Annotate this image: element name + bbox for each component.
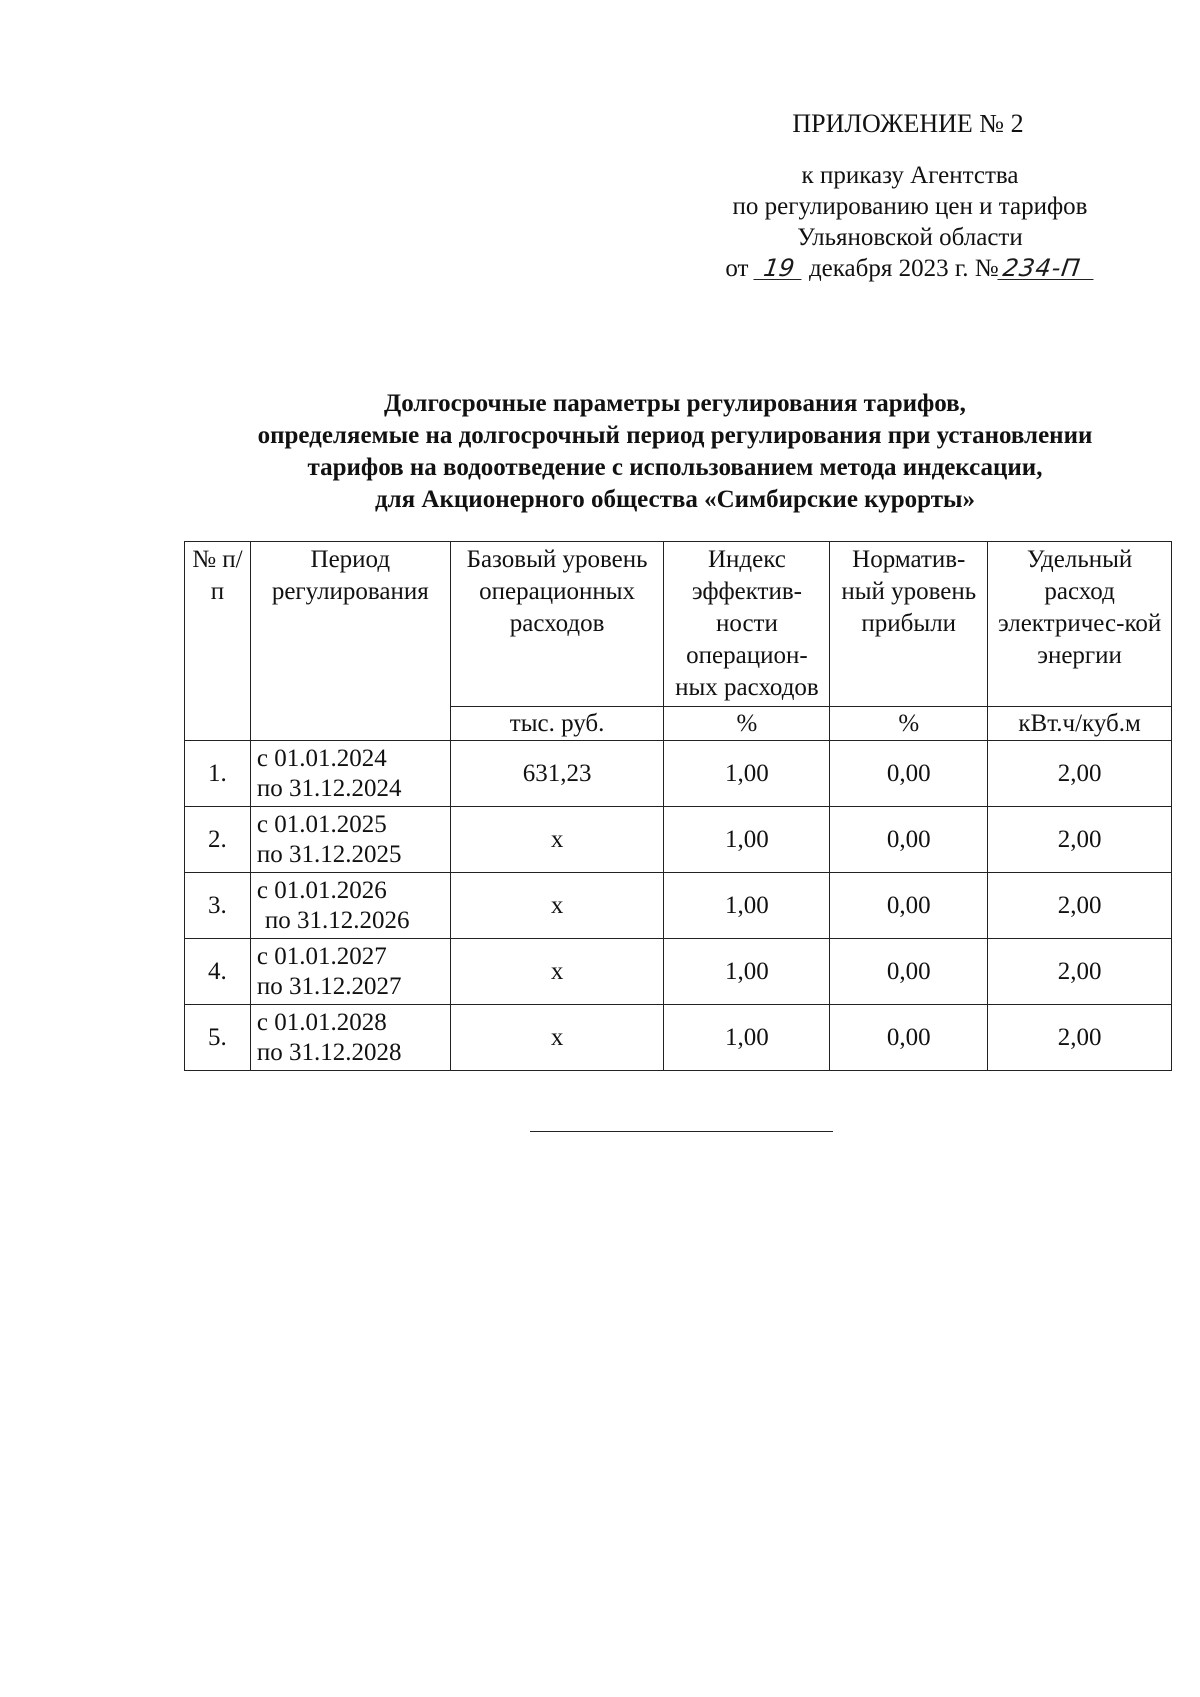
period-from: с 01.01.2026	[256, 876, 387, 904]
period-from: с 01.01.2025	[256, 810, 387, 838]
row-profit-norm: 0,00	[830, 741, 988, 807]
order-day-handwritten: 19	[753, 257, 804, 280]
appendix-line-3: Ульяновской области	[797, 224, 1023, 251]
period-from: с 01.01.2027	[256, 942, 387, 970]
header-profit-norm: Норматив-ный уровень прибыли	[830, 542, 988, 707]
period-from: с 01.01.2024	[256, 744, 387, 772]
row-profit-norm: 0,00	[830, 807, 988, 873]
header-energy-consumption: Удельный расход электричес-кой энергии	[988, 542, 1172, 707]
period-to: по 31.12.2027	[256, 972, 402, 1000]
row-number: 5.	[185, 1005, 251, 1071]
header-number: № п/п	[185, 542, 251, 741]
row-period	[250, 873, 450, 939]
parameters-table	[184, 541, 1172, 1071]
row-efficiency-index: 1,00	[664, 1005, 830, 1071]
row-efficiency-index: 1,00	[664, 939, 830, 1005]
appendix-line-2: по регулированию цен и тарифов	[732, 193, 1088, 220]
order-number-handwritten: 234-П	[997, 257, 1096, 280]
row-energy-consumption: 2,00	[988, 807, 1172, 873]
row-energy-consumption: 2,00	[988, 873, 1172, 939]
row-base-opex: х	[450, 807, 664, 873]
row-period	[250, 939, 450, 1005]
order-date-rest: декабря 2023 г. №	[808, 255, 999, 282]
unit-energy-consumption: кВт.ч/куб.м	[988, 707, 1172, 741]
table-body	[185, 741, 1172, 1071]
row-period	[250, 1005, 450, 1071]
row-base-opex: х	[450, 1005, 664, 1071]
header-row	[185, 542, 1172, 707]
document-title-line-4: для Акционерного общества «Симбирские курорты»	[374, 486, 975, 513]
row-profit-norm: 0,00	[830, 873, 988, 939]
period-to: по 31.12.2028	[256, 1038, 402, 1066]
row-number: 4.	[185, 939, 251, 1005]
order-reference	[700, 253, 1120, 284]
document-title-line-2: определяемые на долгосрочный период регулирования при установлении	[257, 422, 1093, 449]
row-number: 1.	[185, 741, 251, 807]
row-profit-norm: 0,00	[830, 1005, 988, 1071]
order-prefix: от	[725, 255, 749, 282]
period-to: по 31.12.2026	[264, 906, 410, 934]
row-energy-consumption: 2,00	[988, 1005, 1172, 1071]
row-energy-consumption: 2,00	[988, 939, 1172, 1005]
row-base-opex: 631,23	[450, 741, 664, 807]
period-from: с 01.01.2028	[256, 1008, 387, 1036]
row-number: 3.	[185, 873, 251, 939]
header-base-opex: Базовый уровень операционных расходов	[450, 542, 664, 707]
table-row	[185, 1005, 1172, 1071]
row-efficiency-index: 1,00	[664, 807, 830, 873]
appendix-line-1: к приказу Агентства	[801, 162, 1019, 189]
table-row	[185, 741, 1172, 807]
table-row	[185, 807, 1172, 873]
period-to: по 31.12.2025	[256, 840, 402, 868]
header-period: Период регулирования	[250, 542, 450, 741]
row-base-opex: х	[450, 939, 664, 1005]
period-to: по 31.12.2024	[256, 774, 402, 802]
document-title	[160, 388, 1190, 516]
appendix-header	[700, 108, 1120, 284]
table-row	[185, 939, 1172, 1005]
row-efficiency-index: 1,00	[664, 741, 830, 807]
row-period	[250, 807, 450, 873]
unit-profit-norm: %	[830, 707, 988, 741]
unit-base-opex: тыс. руб.	[450, 707, 664, 741]
header-efficiency-index: Индекс эффектив-ности операцион-ных расходов	[664, 542, 830, 707]
row-base-opex: х	[450, 873, 664, 939]
table-row	[185, 873, 1172, 939]
document-title-line-1: Долгосрочные параметры регулирования тарифов,	[384, 390, 966, 417]
row-profit-norm: 0,00	[830, 939, 988, 1005]
unit-efficiency-index: %	[664, 707, 830, 741]
document-title-line-3: тарифов на водоотведение с использованием метода индексации,	[307, 454, 1043, 481]
row-period	[250, 741, 450, 807]
appendix-title: ПРИЛОЖЕНИЕ № 2	[792, 109, 1024, 138]
end-divider	[530, 1131, 833, 1132]
table-header	[185, 542, 1172, 741]
row-efficiency-index: 1,00	[664, 873, 830, 939]
row-number: 2.	[185, 807, 251, 873]
row-energy-consumption: 2,00	[988, 741, 1172, 807]
